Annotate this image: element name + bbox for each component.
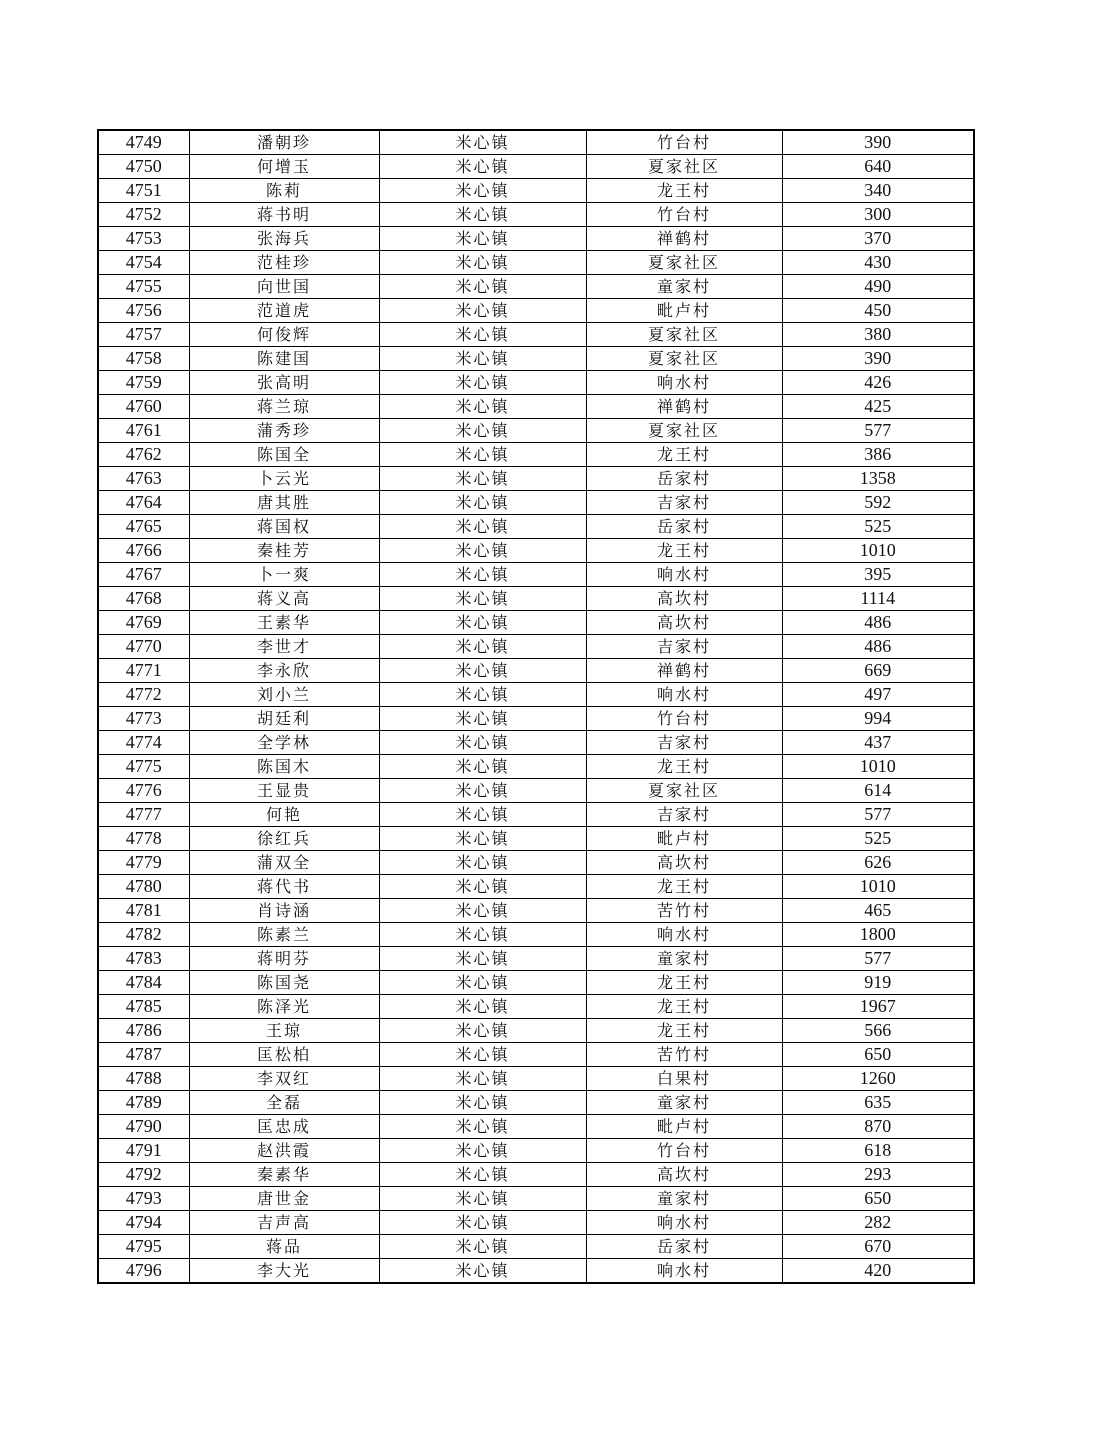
cell-amount: 395	[782, 563, 974, 587]
table-row	[98, 1139, 974, 1163]
cell-number: 4764	[98, 491, 189, 515]
cell-village: 竹台村	[586, 707, 782, 731]
cell-town: 米心镇	[379, 251, 586, 275]
cell-name: 秦桂芳	[189, 539, 379, 563]
cell-number: 4758	[98, 347, 189, 371]
cell-name: 全学林	[189, 731, 379, 755]
cell-town: 米心镇	[379, 875, 586, 899]
cell-number: 4784	[98, 971, 189, 995]
data-table	[97, 129, 975, 1284]
cell-number: 4766	[98, 539, 189, 563]
table-row	[98, 587, 974, 611]
cell-name: 范桂珍	[189, 251, 379, 275]
cell-number: 4749	[98, 130, 189, 155]
table-row	[98, 875, 974, 899]
cell-village: 高坎村	[586, 1163, 782, 1187]
cell-village: 吉家村	[586, 635, 782, 659]
cell-town: 米心镇	[379, 659, 586, 683]
cell-name: 刘小兰	[189, 683, 379, 707]
cell-number: 4785	[98, 995, 189, 1019]
cell-name: 卜云光	[189, 467, 379, 491]
cell-name: 向世国	[189, 275, 379, 299]
cell-amount: 577	[782, 803, 974, 827]
cell-village: 吉家村	[586, 731, 782, 755]
cell-amount: 650	[782, 1043, 974, 1067]
cell-number: 4753	[98, 227, 189, 251]
cell-town: 米心镇	[379, 130, 586, 155]
table-row	[98, 755, 974, 779]
cell-village: 毗卢村	[586, 1115, 782, 1139]
cell-name: 李双红	[189, 1067, 379, 1091]
cell-name: 王琼	[189, 1019, 379, 1043]
cell-name: 陈国木	[189, 755, 379, 779]
cell-village: 竹台村	[586, 203, 782, 227]
table-row	[98, 251, 974, 275]
table-row	[98, 947, 974, 971]
cell-number: 4786	[98, 1019, 189, 1043]
table-row	[98, 443, 974, 467]
cell-number: 4752	[98, 203, 189, 227]
cell-name: 蒋兰琼	[189, 395, 379, 419]
cell-number: 4754	[98, 251, 189, 275]
cell-amount: 282	[782, 1211, 974, 1235]
cell-name: 何俊辉	[189, 323, 379, 347]
cell-amount: 1114	[782, 587, 974, 611]
table-row	[98, 130, 974, 155]
cell-name: 蒋代书	[189, 875, 379, 899]
cell-town: 米心镇	[379, 611, 586, 635]
cell-amount: 626	[782, 851, 974, 875]
cell-village: 毗卢村	[586, 827, 782, 851]
cell-village: 禅鹤村	[586, 659, 782, 683]
cell-town: 米心镇	[379, 395, 586, 419]
cell-village: 龙王村	[586, 875, 782, 899]
cell-name: 何艳	[189, 803, 379, 827]
table-row	[98, 971, 974, 995]
cell-town: 米心镇	[379, 539, 586, 563]
cell-town: 米心镇	[379, 155, 586, 179]
table-row	[98, 827, 974, 851]
cell-amount: 486	[782, 635, 974, 659]
cell-town: 米心镇	[379, 1139, 586, 1163]
table-row	[98, 1019, 974, 1043]
cell-amount: 1358	[782, 467, 974, 491]
cell-number: 4789	[98, 1091, 189, 1115]
cell-name: 赵洪霞	[189, 1139, 379, 1163]
cell-number: 4795	[98, 1235, 189, 1259]
cell-village: 响水村	[586, 1259, 782, 1284]
cell-name: 吉声高	[189, 1211, 379, 1235]
cell-village: 高坎村	[586, 587, 782, 611]
cell-name: 唐世金	[189, 1187, 379, 1211]
cell-amount: 293	[782, 1163, 974, 1187]
cell-number: 4763	[98, 467, 189, 491]
cell-amount: 497	[782, 683, 974, 707]
cell-village: 夏家社区	[586, 419, 782, 443]
cell-number: 4765	[98, 515, 189, 539]
cell-village: 夏家社区	[586, 323, 782, 347]
table-row	[98, 1211, 974, 1235]
cell-town: 米心镇	[379, 227, 586, 251]
cell-village: 岳家村	[586, 467, 782, 491]
cell-number: 4791	[98, 1139, 189, 1163]
cell-village: 禅鹤村	[586, 395, 782, 419]
cell-village: 高坎村	[586, 851, 782, 875]
cell-name: 陈莉	[189, 179, 379, 203]
table-row	[98, 299, 974, 323]
cell-amount: 577	[782, 419, 974, 443]
cell-number: 4775	[98, 755, 189, 779]
cell-town: 米心镇	[379, 347, 586, 371]
cell-village: 响水村	[586, 683, 782, 707]
table-row	[98, 899, 974, 923]
table-row	[98, 179, 974, 203]
cell-amount: 640	[782, 155, 974, 179]
cell-amount: 465	[782, 899, 974, 923]
cell-name: 徐红兵	[189, 827, 379, 851]
cell-number: 4794	[98, 1211, 189, 1235]
cell-name: 蒋国权	[189, 515, 379, 539]
cell-village: 龙王村	[586, 755, 782, 779]
table-row	[98, 923, 974, 947]
cell-name: 蒋义高	[189, 587, 379, 611]
table-row	[98, 707, 974, 731]
cell-amount: 525	[782, 827, 974, 851]
cell-number: 4769	[98, 611, 189, 635]
cell-village: 吉家村	[586, 803, 782, 827]
cell-name: 范道虎	[189, 299, 379, 323]
cell-amount: 614	[782, 779, 974, 803]
table-row	[98, 803, 974, 827]
cell-number: 4760	[98, 395, 189, 419]
cell-amount: 380	[782, 323, 974, 347]
cell-number: 4768	[98, 587, 189, 611]
table-row	[98, 203, 974, 227]
cell-town: 米心镇	[379, 1259, 586, 1284]
cell-town: 米心镇	[379, 515, 586, 539]
cell-town: 米心镇	[379, 1019, 586, 1043]
cell-town: 米心镇	[379, 971, 586, 995]
cell-amount: 1010	[782, 755, 974, 779]
cell-number: 4762	[98, 443, 189, 467]
cell-name: 李大光	[189, 1259, 379, 1284]
cell-town: 米心镇	[379, 1043, 586, 1067]
cell-village: 响水村	[586, 923, 782, 947]
cell-village: 岳家村	[586, 515, 782, 539]
cell-amount: 618	[782, 1139, 974, 1163]
cell-name: 蒲秀珍	[189, 419, 379, 443]
cell-village: 夏家社区	[586, 779, 782, 803]
cell-amount: 566	[782, 1019, 974, 1043]
cell-village: 龙王村	[586, 539, 782, 563]
cell-amount: 525	[782, 515, 974, 539]
cell-village: 童家村	[586, 275, 782, 299]
table-body	[98, 130, 974, 1283]
cell-number: 4770	[98, 635, 189, 659]
cell-amount: 420	[782, 1259, 974, 1284]
cell-amount: 635	[782, 1091, 974, 1115]
cell-name: 匡松柏	[189, 1043, 379, 1067]
cell-town: 米心镇	[379, 299, 586, 323]
cell-name: 陈建国	[189, 347, 379, 371]
table-row	[98, 683, 974, 707]
cell-amount: 994	[782, 707, 974, 731]
cell-name: 王显贵	[189, 779, 379, 803]
cell-village: 龙王村	[586, 995, 782, 1019]
cell-number: 4779	[98, 851, 189, 875]
table-row	[98, 275, 974, 299]
table-row	[98, 227, 974, 251]
cell-name: 何增玉	[189, 155, 379, 179]
table-row	[98, 371, 974, 395]
cell-village: 响水村	[586, 1211, 782, 1235]
cell-town: 米心镇	[379, 491, 586, 515]
table-row	[98, 1091, 974, 1115]
cell-village: 高坎村	[586, 611, 782, 635]
cell-number: 4750	[98, 155, 189, 179]
cell-name: 李永欣	[189, 659, 379, 683]
table-row	[98, 563, 974, 587]
table-row	[98, 491, 974, 515]
table-row	[98, 467, 974, 491]
cell-village: 童家村	[586, 947, 782, 971]
cell-town: 米心镇	[379, 1091, 586, 1115]
cell-town: 米心镇	[379, 371, 586, 395]
cell-village: 龙王村	[586, 1019, 782, 1043]
cell-number: 4773	[98, 707, 189, 731]
cell-village: 竹台村	[586, 1139, 782, 1163]
cell-amount: 1260	[782, 1067, 974, 1091]
cell-amount: 669	[782, 659, 974, 683]
cell-number: 4777	[98, 803, 189, 827]
cell-town: 米心镇	[379, 443, 586, 467]
cell-number: 4771	[98, 659, 189, 683]
cell-number: 4780	[98, 875, 189, 899]
cell-number: 4774	[98, 731, 189, 755]
cell-town: 米心镇	[379, 1115, 586, 1139]
table-row	[98, 1235, 974, 1259]
cell-amount: 430	[782, 251, 974, 275]
cell-name: 陈国尧	[189, 971, 379, 995]
cell-town: 米心镇	[379, 947, 586, 971]
table-row	[98, 155, 974, 179]
cell-name: 肖诗涵	[189, 899, 379, 923]
table-row	[98, 779, 974, 803]
cell-amount: 592	[782, 491, 974, 515]
cell-village: 岳家村	[586, 1235, 782, 1259]
cell-number: 4757	[98, 323, 189, 347]
cell-number: 4790	[98, 1115, 189, 1139]
cell-town: 米心镇	[379, 1211, 586, 1235]
cell-number: 4788	[98, 1067, 189, 1091]
cell-name: 胡廷利	[189, 707, 379, 731]
cell-town: 米心镇	[379, 467, 586, 491]
cell-amount: 370	[782, 227, 974, 251]
cell-village: 毗卢村	[586, 299, 782, 323]
cell-village: 禅鹤村	[586, 227, 782, 251]
cell-name: 卜一爽	[189, 563, 379, 587]
cell-town: 米心镇	[379, 995, 586, 1019]
cell-name: 全磊	[189, 1091, 379, 1115]
cell-village: 童家村	[586, 1091, 782, 1115]
cell-amount: 490	[782, 275, 974, 299]
cell-amount: 390	[782, 130, 974, 155]
cell-town: 米心镇	[379, 683, 586, 707]
cell-amount: 450	[782, 299, 974, 323]
cell-name: 蒋书明	[189, 203, 379, 227]
cell-town: 米心镇	[379, 275, 586, 299]
cell-village: 吉家村	[586, 491, 782, 515]
table-row	[98, 1163, 974, 1187]
cell-number: 4781	[98, 899, 189, 923]
cell-number: 4787	[98, 1043, 189, 1067]
cell-amount: 386	[782, 443, 974, 467]
cell-name: 陈泽光	[189, 995, 379, 1019]
cell-number: 4756	[98, 299, 189, 323]
cell-town: 米心镇	[379, 899, 586, 923]
cell-number: 4792	[98, 1163, 189, 1187]
cell-town: 米心镇	[379, 731, 586, 755]
cell-amount: 437	[782, 731, 974, 755]
cell-village: 龙王村	[586, 179, 782, 203]
cell-name: 王素华	[189, 611, 379, 635]
cell-town: 米心镇	[379, 1163, 586, 1187]
cell-amount: 425	[782, 395, 974, 419]
cell-town: 米心镇	[379, 1187, 586, 1211]
cell-name: 匡忠成	[189, 1115, 379, 1139]
cell-amount: 426	[782, 371, 974, 395]
cell-name: 张高明	[189, 371, 379, 395]
cell-town: 米心镇	[379, 323, 586, 347]
table-row	[98, 851, 974, 875]
table-row	[98, 347, 974, 371]
cell-village: 响水村	[586, 563, 782, 587]
cell-name: 张海兵	[189, 227, 379, 251]
table-row	[98, 395, 974, 419]
cell-number: 4776	[98, 779, 189, 803]
cell-village: 苦竹村	[586, 899, 782, 923]
cell-town: 米心镇	[379, 1235, 586, 1259]
table-row	[98, 1043, 974, 1067]
cell-number: 4783	[98, 947, 189, 971]
cell-town: 米心镇	[379, 779, 586, 803]
cell-amount: 300	[782, 203, 974, 227]
cell-town: 米心镇	[379, 179, 586, 203]
cell-amount: 670	[782, 1235, 974, 1259]
table-row	[98, 419, 974, 443]
cell-number: 4761	[98, 419, 189, 443]
cell-town: 米心镇	[379, 707, 586, 731]
cell-town: 米心镇	[379, 755, 586, 779]
cell-name: 蒋明芬	[189, 947, 379, 971]
cell-amount: 870	[782, 1115, 974, 1139]
cell-village: 夏家社区	[586, 155, 782, 179]
cell-name: 陈国全	[189, 443, 379, 467]
cell-town: 米心镇	[379, 803, 586, 827]
table-row	[98, 635, 974, 659]
cell-village: 夏家社区	[586, 347, 782, 371]
cell-amount: 650	[782, 1187, 974, 1211]
cell-village: 苦竹村	[586, 1043, 782, 1067]
cell-number: 4759	[98, 371, 189, 395]
cell-amount: 1800	[782, 923, 974, 947]
cell-name: 李世才	[189, 635, 379, 659]
cell-name: 陈素兰	[189, 923, 379, 947]
cell-number: 4772	[98, 683, 189, 707]
document-page	[97, 129, 973, 1284]
cell-amount: 390	[782, 347, 974, 371]
cell-town: 米心镇	[379, 1067, 586, 1091]
cell-town: 米心镇	[379, 923, 586, 947]
cell-number: 4782	[98, 923, 189, 947]
table-row	[98, 659, 974, 683]
cell-town: 米心镇	[379, 203, 586, 227]
cell-town: 米心镇	[379, 587, 586, 611]
cell-name: 蒋品	[189, 1235, 379, 1259]
cell-town: 米心镇	[379, 827, 586, 851]
cell-name: 唐其胜	[189, 491, 379, 515]
cell-amount: 577	[782, 947, 974, 971]
table-row	[98, 1259, 974, 1284]
cell-village: 竹台村	[586, 130, 782, 155]
cell-name: 秦素华	[189, 1163, 379, 1187]
cell-town: 米心镇	[379, 635, 586, 659]
cell-amount: 1010	[782, 539, 974, 563]
cell-village: 龙王村	[586, 443, 782, 467]
cell-town: 米心镇	[379, 851, 586, 875]
cell-amount: 919	[782, 971, 974, 995]
cell-village: 白果村	[586, 1067, 782, 1091]
table-row	[98, 995, 974, 1019]
cell-town: 米心镇	[379, 563, 586, 587]
table-row	[98, 731, 974, 755]
cell-amount: 1010	[782, 875, 974, 899]
cell-amount: 340	[782, 179, 974, 203]
table-row	[98, 1187, 974, 1211]
cell-number: 4751	[98, 179, 189, 203]
cell-name: 潘朝珍	[189, 130, 379, 155]
cell-number: 4793	[98, 1187, 189, 1211]
table-row	[98, 323, 974, 347]
cell-number: 4796	[98, 1259, 189, 1284]
cell-village: 童家村	[586, 1187, 782, 1211]
cell-number: 4755	[98, 275, 189, 299]
cell-number: 4778	[98, 827, 189, 851]
cell-town: 米心镇	[379, 419, 586, 443]
table-row	[98, 1115, 974, 1139]
cell-amount: 486	[782, 611, 974, 635]
cell-village: 响水村	[586, 371, 782, 395]
table-row	[98, 1067, 974, 1091]
table-row	[98, 611, 974, 635]
cell-amount: 1967	[782, 995, 974, 1019]
table-row	[98, 515, 974, 539]
cell-name: 蒲双全	[189, 851, 379, 875]
cell-village: 龙王村	[586, 971, 782, 995]
cell-number: 4767	[98, 563, 189, 587]
cell-village: 夏家社区	[586, 251, 782, 275]
table-row	[98, 539, 974, 563]
